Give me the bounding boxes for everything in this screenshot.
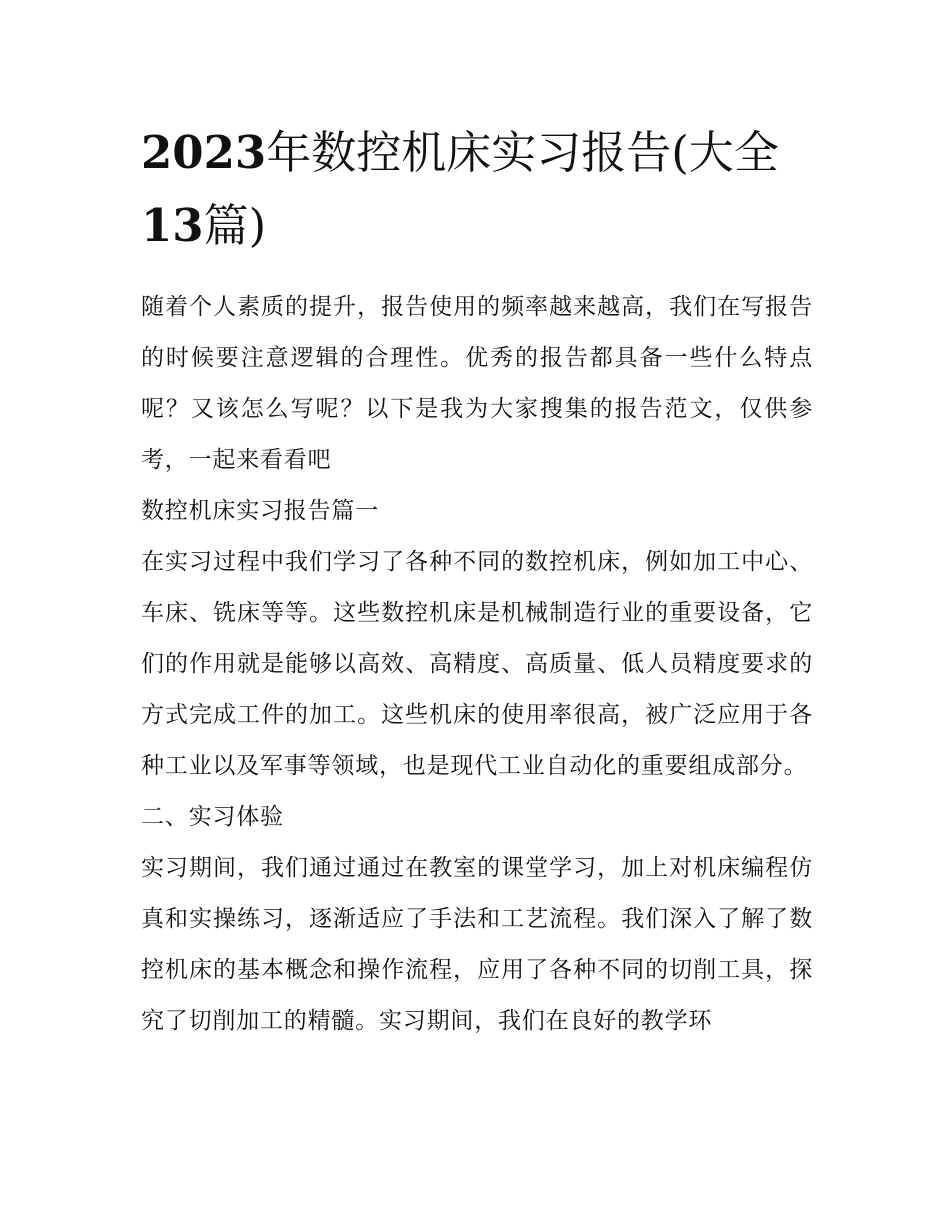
title-count: 13 (141, 199, 204, 252)
title-text-1: 年数控机床实习报告(大全 (266, 126, 779, 179)
title-text-2: 篇) (203, 199, 267, 252)
body-paragraph-2: 实习期间，我们通过通过在教室的课堂学习，加上对机床编程仿真和实操练习，逐渐适应了手法和工艺流程。我们深入了解了数控机床的基本概念和操作流程，应用了各种不同的切削工具，探究了切削加工的精髓。实习期间，我们在良好的教学环 (141, 855, 813, 1034)
document-body (141, 282, 813, 1047)
section-heading-1: 数控机床实习报告篇一 (141, 498, 379, 524)
title-year: 2023 (141, 126, 267, 179)
intro-paragraph: 随着个人素质的提升，报告使用的频率越来越高，我们在写报告的时候要注意逻辑的合理性。优秀的报告都具备一些什么特点呢？又该怎么写呢？以下是我为大家搜集的报告范文，仅供参考，一起来看看吧 (141, 294, 813, 473)
section-heading-2: 二、实习体验 (141, 804, 284, 830)
body-paragraph-1: 在实习过程中我们学习了各种不同的数控机床，例如加工中心、车床、铣床等等。这些数控机床是机械制造行业的重要设备，它们的作用就是能够以高效、高精度、高质量、低人员精度要求的方式完成工件的加工。这些机床的使用率很高，被广泛应用于各种工业以及军事等领域，也是现代工业自动化的重要组成部分。 (141, 549, 813, 779)
document-title (141, 116, 821, 262)
